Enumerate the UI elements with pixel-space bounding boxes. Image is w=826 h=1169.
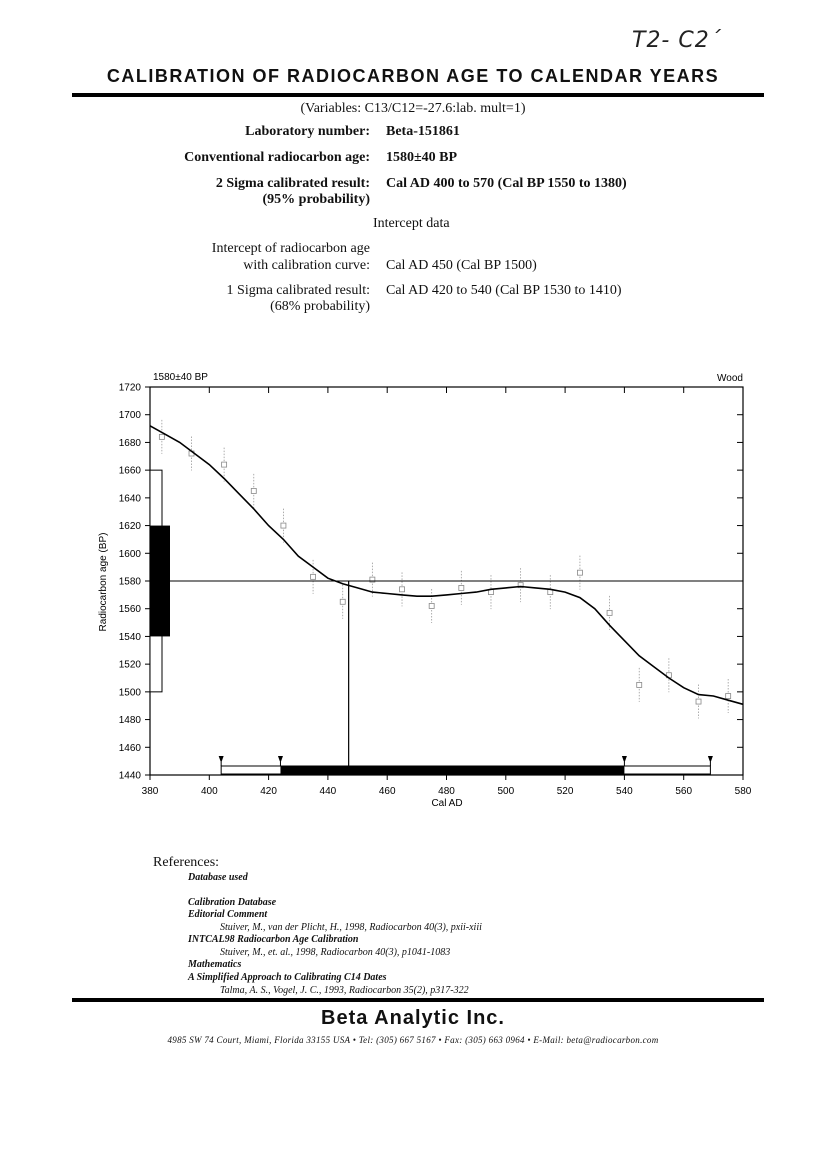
two-sigma-probability: (95% probability) — [262, 192, 370, 207]
intercept-label-2: with calibration curve: — [243, 258, 370, 273]
y-tick-label: 1620 — [118, 521, 141, 533]
calibration-curve-layer — [150, 426, 743, 705]
data-point — [726, 694, 731, 699]
reference-line: Editorial Comment — [188, 909, 268, 920]
chart-title-left: 1580±40 BP — [153, 372, 208, 383]
conv-age-label: Conventional radiocarbon age: — [184, 150, 370, 165]
tick-labels — [119, 383, 752, 798]
intercept-value: Cal AD 450 (Cal BP 1500) — [386, 258, 537, 273]
data-point — [311, 574, 316, 579]
y-tick-label: 1560 — [118, 604, 141, 616]
page-title: CALIBRATION OF RADIOCARBON AGE TO CALENDAR YEARS — [106, 66, 720, 86]
y-tick-label: 1500 — [118, 687, 141, 699]
y-tick-label: 1540 — [118, 631, 141, 643]
x-tick-label: 460 — [378, 786, 396, 797]
data-point — [459, 585, 464, 590]
one-sigma-calendar-bar — [280, 766, 624, 774]
data-point — [222, 462, 227, 467]
one-sigma-value: Cal AD 420 to 540 (Cal BP 1530 to 1410) — [386, 283, 622, 298]
reference-line: Stuiver, M., van der Plicht, H., 1998, Radiocarbon 40(3), pxii-xiii — [220, 922, 482, 933]
y-axis-label: Radiocarbon age (BP) — [98, 532, 109, 632]
data-point — [429, 603, 434, 608]
company-address: 4985 SW 74 Court, Miami, Florida 33155 USA • Tel: (305) 667 5167 • Fax: (305) 663 0964 • E-Mail: beta@radiocarbon.com — [167, 1035, 659, 1045]
data-point — [340, 599, 345, 604]
range-marker-arrow — [219, 756, 224, 763]
company-name: Beta Analytic Inc. — [321, 1007, 505, 1029]
x-tick-label: 580 — [734, 786, 752, 797]
axis-ticks — [145, 387, 743, 780]
x-tick-label: 540 — [616, 786, 633, 797]
conv-age-value: 1580±40 BP — [386, 150, 458, 165]
two-sigma-label: 2 Sigma calibrated result: — [215, 176, 370, 191]
reference-line: Calibration Database — [188, 897, 277, 908]
y-tick-label: 1460 — [118, 742, 141, 754]
data-point — [696, 699, 701, 704]
reference-line: Database used — [188, 872, 248, 883]
y-tick-label: 1580 — [118, 576, 141, 588]
y-tick-label: 1640 — [118, 493, 141, 505]
x-tick-label: 380 — [141, 786, 159, 797]
x-tick-label: 420 — [260, 786, 277, 797]
y-tick-label: 1700 — [118, 410, 141, 422]
data-point — [607, 610, 612, 615]
dendro-data-points — [159, 420, 730, 719]
reference-line: INTCAL98 Radiocarbon Age Calibration — [188, 934, 359, 945]
data-point — [400, 587, 405, 592]
data-point — [251, 488, 256, 493]
range-marker-arrow — [708, 756, 713, 763]
y-tick-label: 1720 — [118, 382, 141, 394]
y-tick-label: 1520 — [118, 659, 141, 671]
intercept-heading: Intercept data — [373, 216, 450, 231]
x-tick-label: 440 — [319, 786, 337, 797]
x-tick-label: 480 — [438, 786, 455, 797]
variables-line: (Variables: C13/C12=-27.6:lab. mult=1) — [300, 101, 526, 116]
lab-number-label: Laboratory number: — [245, 124, 370, 139]
x-tick-label: 500 — [497, 786, 515, 797]
data-point — [159, 434, 164, 439]
range-marker-arrow — [278, 756, 283, 763]
lab-number-value: Beta-151861 — [386, 124, 460, 139]
handwritten-note: T2- C2´ — [632, 28, 722, 53]
reference-line: Stuiver, M., et. al., 1998, Radiocarbon 40(3), p1041-1083 — [220, 947, 451, 958]
one-sigma-probability: (68% probability) — [270, 299, 370, 314]
y-tick-label: 1480 — [118, 715, 141, 727]
reference-line: A Simplified Approach to Calibrating C14 Dates — [188, 972, 387, 983]
bottom-rule — [72, 998, 764, 1002]
y-tick-label: 1660 — [118, 465, 141, 477]
y-tick-label: 1680 — [118, 437, 141, 449]
reference-line: Mathematics — [188, 959, 242, 970]
calibration-curve — [150, 426, 743, 705]
y-tick-label: 1600 — [118, 548, 141, 560]
y-tick-label: 1440 — [118, 770, 141, 782]
data-point — [577, 570, 582, 575]
x-axis-label: Cal AD — [431, 798, 463, 809]
chart-title-right: Wood — [717, 373, 743, 384]
one-sigma-label: 1 Sigma calibrated result: — [226, 283, 370, 298]
x-tick-label: 400 — [200, 786, 218, 797]
data-point — [281, 523, 286, 528]
intercept-label-1: Intercept of radiocarbon age — [211, 241, 370, 256]
references-heading: References: — [153, 855, 220, 870]
x-tick-label: 560 — [675, 786, 693, 797]
data-point — [637, 682, 642, 687]
x-tick-label: 520 — [556, 786, 574, 797]
intercept-lines — [150, 581, 743, 775]
reference-line: Talma, A. S., Vogel, J. C., 1993, Radiocarbon 35(2), p317-322 — [220, 985, 469, 996]
range-marker-arrow — [622, 756, 627, 763]
two-sigma-value: Cal AD 400 to 570 (Cal BP 1550 to 1380) — [386, 176, 627, 191]
